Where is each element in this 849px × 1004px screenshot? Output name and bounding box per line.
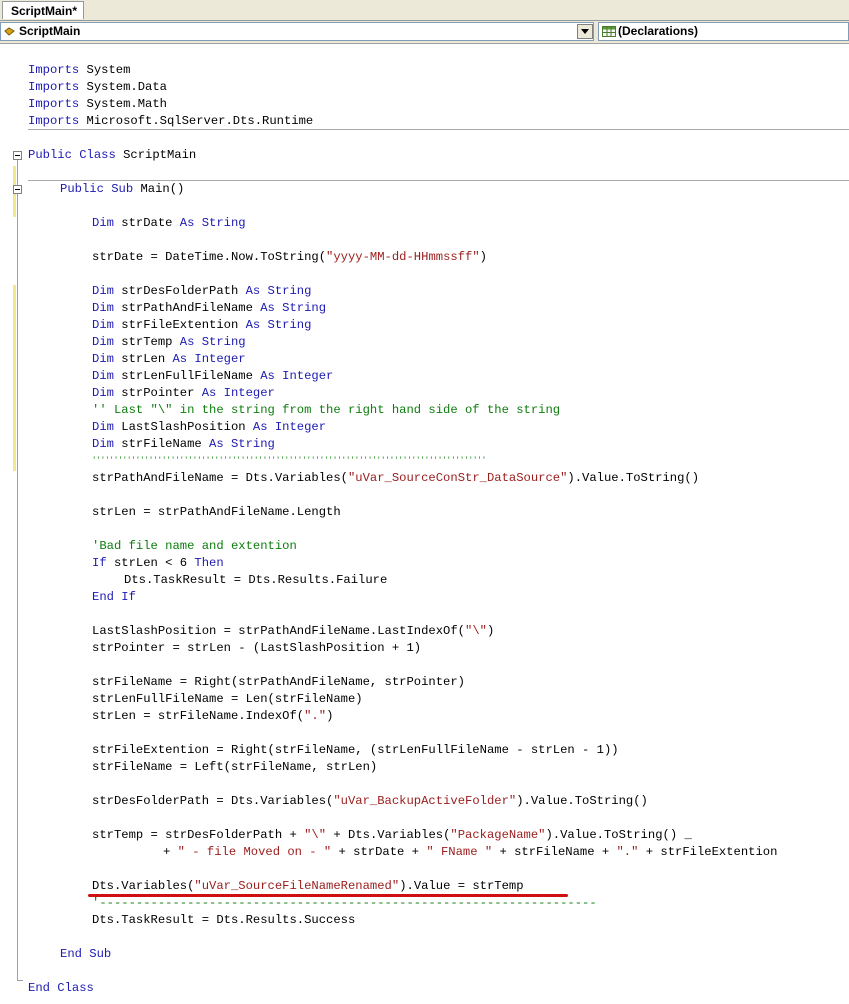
code-line-highlighted: Dts.Variables("uVar_SourceFileNameRenamed").Value = strTemp [92,879,524,893]
code-line: strPathAndFileName = Dts.Variables("uVar_SourceConStr_DataSource").Value.ToString() [92,471,700,485]
code-line: Dim strPointer As Integer [92,386,275,400]
code-line: Dim strTemp As String [92,335,246,349]
code-line: Dim strLen As Integer [92,352,246,366]
code-line: strFileExtention = Right(strFileName, (strLenFullFileName - strLen - 1)) [92,743,619,757]
member-name-combo[interactable] [598,22,849,41]
code-comment: '-------------------------------------------------------------------- [92,896,597,910]
code-line: End If [92,590,136,604]
code-line: strLen = strFileName.IndexOf(".") [92,709,334,723]
code-line: strLen = strPathAndFileName.Length [92,505,341,519]
class-combo-dropdown-button[interactable] [577,24,593,39]
code-line: strDesFolderPath = Dts.Variables("uVar_BackupActiveFolder").Value.ToString() [92,794,648,808]
code-line: strTemp = strDesFolderPath + "\" + Dts.Variables("PackageName").Value.ToString() _ [92,828,692,842]
tab-title: ScriptMain* [11,4,78,18]
code-line: Imports Microsoft.SqlServer.Dts.Runtime [28,114,314,128]
code-line: If strLen < 6 Then [92,556,224,570]
code-line: strPointer = strLen - (LastSlashPosition + 1) [92,641,422,655]
code-line: End Sub [60,947,112,961]
code-line: Dim strPathAndFileName As String [92,301,327,315]
code-line: strFileName = Left(strFileName, strLen) [92,760,378,774]
code-comment: '''''''''''''''''''''''''''''''''''''''''''''''''''''''''''''''''''''''''''''''''''''''''' [92,457,487,465]
outline-end [17,980,23,981]
member-combo-value: (Declarations) [618,24,699,38]
code-line: End Class [28,981,94,995]
tab-scriptmain[interactable] [2,1,84,19]
code-line: strDate = DateTime.Now.ToString("yyyy-MM-dd-HHmmssff") [92,250,487,264]
code-line: Dim LastSlashPosition As Integer [92,420,327,434]
code-line: Public Class ScriptMain [28,148,197,162]
code-line: Imports System.Math [28,97,167,111]
collapse-sub-icon[interactable] [13,185,22,194]
code-line: Dts.TaskResult = Dts.Results.Success [92,913,356,927]
collapse-class-icon[interactable] [13,151,22,160]
code-line: + " - file Moved on - " + strDate + " FName " + strFileName + "." + strFileExtention [163,845,778,859]
code-navigation-bar [0,21,849,44]
code-line: Dts.TaskResult = Dts.Results.Failure [124,573,388,587]
code-line: Dim strDate As String [92,216,246,230]
code-line: LastSlashPosition = strPathAndFileName.LastIndexOf("\") [92,624,495,638]
code-line: Public Sub Main() [60,182,185,196]
document-tab-strip [0,0,849,21]
code-line: Dim strFileName As String [92,437,275,451]
class-combo-value: ScriptMain [19,24,81,38]
code-comment: 'Bad file name and extention [92,539,297,553]
change-marker [13,285,16,471]
class-icon [4,27,15,36]
declarations-icon [602,26,616,37]
code-line: Imports System.Data [28,80,167,94]
code-line: Imports System [28,63,131,77]
code-comment: '' Last "\" in the string from the right hand side of the string [92,403,561,417]
code-line: strFileName = Right(strPathAndFileName, strPointer) [92,675,465,689]
code-line: Dim strLenFullFileName As Integer [92,369,334,383]
code-line: strLenFullFileName = Len(strFileName) [92,692,363,706]
code-line: Dim strFileExtention As String [92,318,312,332]
class-name-combo[interactable] [0,22,594,41]
outline-line [17,160,18,980]
code-line: Dim strDesFolderPath As String [92,284,312,298]
code-editor[interactable] [0,44,849,1004]
